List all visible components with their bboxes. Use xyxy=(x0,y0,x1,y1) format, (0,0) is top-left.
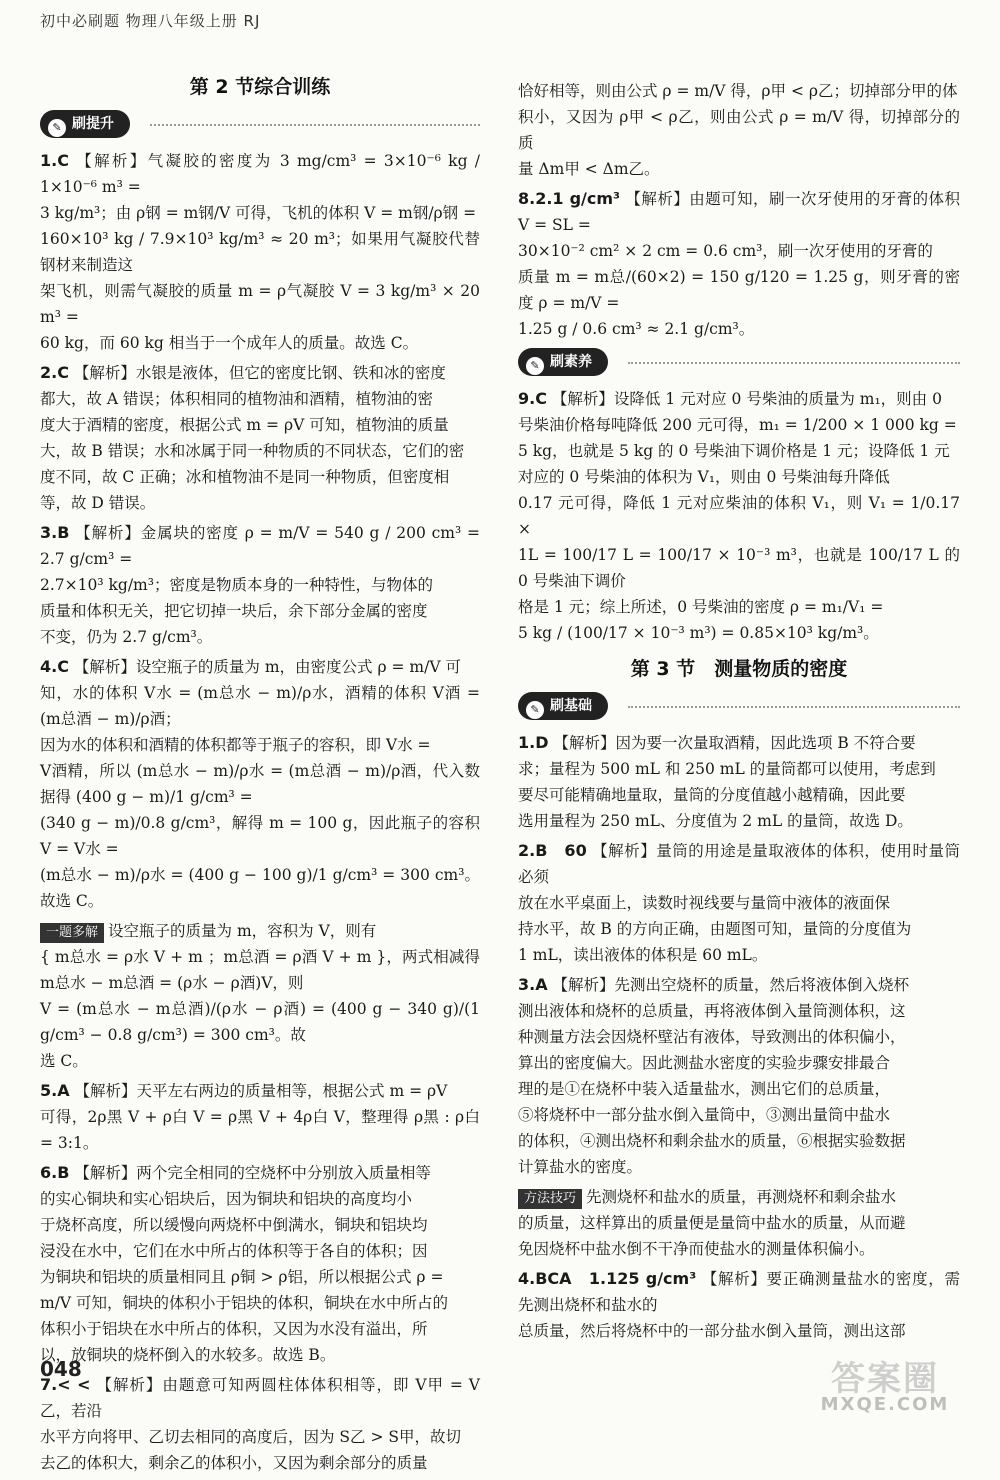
answer-text-line: 1.25 g / 0.6 cm³ ≈ 2.1 g/cm³。 xyxy=(518,320,755,338)
running-header: 初中必刷题 物理八年级上册 RJ xyxy=(40,12,261,30)
answer-text-line: 大，故 B 错误；水和冰属于同一种物质的不同状态，它们的密 xyxy=(40,442,465,460)
answer-text-line: 【解析】由题可知，刷一次牙使用的牙膏的体积 V = SL = xyxy=(518,190,960,234)
answer-text-line: 恰好相等，则由公式 ρ = m/V 得，ρ甲 < ρ乙；切掉部分甲的体 xyxy=(518,82,958,100)
watermark-logo: 答案圈 xyxy=(831,1359,939,1399)
badge-row xyxy=(518,692,960,722)
answer-text-line: 0.17 元可得，降低 1 元对应柴油的体积 V₁，则 V₁ = 1/0.17 × xyxy=(518,494,960,538)
answer-item xyxy=(518,1184,960,1262)
answer-text-line: V酒精，所以 (m总水 − m)/ρ水 = (m总酒 − m)/ρ酒，代入数据得 (400 g − m)/1 g/cm³ = xyxy=(40,762,480,806)
answer-text-line: 浸没在水中，它们在水中所占的体积等于各自的体积；因 xyxy=(40,1242,428,1260)
answer-text-line: m/V 可知，铜块的体积小于铝块的体积，铜块在水中所占的 xyxy=(40,1294,449,1312)
answer-text-line: 【解析】量筒的用途是量取液体的体积，使用时量筒必须 xyxy=(518,842,960,886)
answer-text-line: 免因烧杯中盐水倒不干净而使盐水的测量体积偏小。 xyxy=(518,1240,875,1258)
badge-icon: ✎ xyxy=(526,701,544,719)
answer-text-line: 160×10³ kg / 7.9×10³ kg/m³ ≈ 20 m³；如果用气凝胶代替钢材来制造这 xyxy=(40,230,480,274)
answer-item xyxy=(40,654,480,914)
answer-text-line: 体积小于铝块在水中所占的体积，又因为水没有溢出，所 xyxy=(40,1320,428,1338)
answer-item xyxy=(40,360,480,516)
answer-number: 1.D xyxy=(518,733,549,752)
answer-item xyxy=(40,918,480,1074)
answer-text-line: 为铜块和铝块的质量相同且 ρ铜 > ρ铝，所以根据公式 ρ = xyxy=(40,1268,444,1286)
answer-text-line: 1 mL，读出液体的体积是 60 mL。 xyxy=(518,946,768,964)
answer-text-line: 设空瓶子的质量为 m，容积为 V，则有 xyxy=(108,922,377,940)
answer-text-line: V = (m总水 − m总酒)/(ρ水 − ρ酒) = (400 g − 340 g)/(1 g/cm³ − 0.8 g/cm³) = 300 cm³。故 xyxy=(40,1000,480,1044)
answer-text-line: 选用量程为 250 mL、分度值为 2 mL 的量筒，故选 D。 xyxy=(518,812,913,830)
badge-row xyxy=(40,110,480,140)
answer-text-line: (m总水 − m)/ρ水 = (400 g − 100 g)/1 g/cm³ = 300 cm³。故选 C。 xyxy=(40,866,480,910)
answer-number: 5.A xyxy=(40,1081,70,1100)
answer-text-line: 选 C。 xyxy=(40,1052,88,1070)
answer-number: 3.A xyxy=(518,975,548,994)
badge-row xyxy=(518,348,960,378)
page-number: 048 xyxy=(40,1357,82,1381)
answer-item xyxy=(40,1372,480,1476)
answer-text-line: 号柴油价格每吨降低 200 元可得，m₁ = 1/200 × 1 000 kg = xyxy=(518,416,957,434)
answer-number: 7.< < xyxy=(40,1375,91,1394)
answer-text-line: 持水平，故 B 的方向正确，由题图可知，量筒的分度值为 xyxy=(518,920,912,938)
answer-text-line: 理的是①在烧杯中装入适量盐水，测出它们的总质量， xyxy=(518,1080,891,1098)
answer-text-line: 【解析】金属块的密度 ρ = m/V = 540 g / 200 cm³ = 2.7 g/cm³ = xyxy=(40,524,480,568)
answer-text-line: 去乙的体积大，剩余乙的体积小，又因为剩余部分的质量 xyxy=(40,1454,428,1472)
answer-list xyxy=(518,730,960,1344)
answer-text-line: 先测烧杯和盐水的质量，再测烧杯和剩余盐水 xyxy=(586,1188,897,1206)
answer-text-line: 测出液体和烧杯的总质量，再将液体倒入量筒测体积，这 xyxy=(518,1002,906,1020)
answer-number: 2.C xyxy=(40,363,69,382)
answer-text-line: 【解析】因为要一次量取酒精，因此选项 B 不符合要 xyxy=(553,734,916,752)
answer-number: 6.B xyxy=(40,1163,70,1182)
answer-text-line: 总质量，然后将烧杯中的一部分盐水倒入量筒，测出这部 xyxy=(518,1322,906,1340)
answer-number: 4.BCA 1.125 g/cm³ xyxy=(518,1269,697,1288)
answer-text-line: (340 g − m)/0.8 g/cm³，解得 m = 100 g，因此瓶子的容积 V = V水 = xyxy=(40,814,480,858)
answer-text-line: 放在水平桌面上，读数时视线要与量筒中液体的液面保 xyxy=(518,894,891,912)
answer-text-line: 计算盐水的密度。 xyxy=(518,1158,643,1176)
answer-number: 4.C xyxy=(40,657,69,676)
answer-number: 9.C xyxy=(518,389,547,408)
answer-item xyxy=(518,1266,960,1344)
answer-text-line: 【解析】水银是液体，但它的密度比钢、铁和冰的密度 xyxy=(73,364,446,382)
tip-tag: 一题多解 xyxy=(40,923,104,943)
section-title: 第 3 节 测量物质的密度 xyxy=(630,658,848,680)
answer-text-line: 要尽可能精确地量取，量筒的分度值越小越精确，因此要 xyxy=(518,786,906,804)
watermark-url: MXQE.COM xyxy=(820,1394,950,1415)
answer-text-line: 质量 m = m总/(60×2) = 150 g/120 = 1.25 g，则牙膏的密度 ρ = m/V = xyxy=(518,268,960,312)
answer-text-line: 求；量程为 500 mL 和 250 mL 的量筒都可以使用，考虑到 xyxy=(518,760,936,778)
answer-number: 8.2.1 g/cm³ xyxy=(518,189,621,208)
tip-tag: 方法技巧 xyxy=(518,1189,582,1209)
answer-text-line: ⑤将烧杯中一部分盐水倒入量筒中，③测出量筒中盐水 xyxy=(518,1106,891,1124)
answer-text-line: 积小，又因为 ρ甲 < ρ乙，则由公式 ρ = m/V 得，切掉部分的质 xyxy=(518,108,960,152)
answer-text-line: 【解析】天平左右两边的质量相等，根据公式 m = ρV xyxy=(74,1082,448,1100)
answer-number: 3.B xyxy=(40,523,70,542)
answer-text-line: 【解析】由题意可知两圆柱体体积相等，即 V甲 = V乙，若沿 xyxy=(40,1376,480,1420)
badge-label: 刷基础 xyxy=(550,698,592,714)
answer-text-line: 质量和体积无关，把它切掉一块后，余下部分金属的密度 xyxy=(40,602,428,620)
answer-text-line: 5 kg，也就是 5 kg 的 0 号柴油下调价格是 1 元；设降低 1 元 xyxy=(518,442,950,460)
right-column xyxy=(518,78,960,1348)
answer-item xyxy=(40,1160,480,1368)
dotted-rule xyxy=(628,362,960,364)
answer-list xyxy=(518,78,960,342)
dotted-rule xyxy=(150,124,480,126)
answer-text-line: 5 kg / (100/17 × 10⁻³ m³) = 0.85×10³ kg/m³。 xyxy=(518,624,879,642)
answer-text-line: 都大，故 A 错误；体积相同的植物油和酒精，植物油的密 xyxy=(40,390,434,408)
answer-number: 2.B 60 xyxy=(518,841,587,860)
answer-text-line: 3 kg/m³；由 ρ钢 = m钢/V 可得，飞机的体积 V = m钢/ρ钢 = xyxy=(40,204,477,222)
answer-text-line: 【解析】气凝胶的密度为 3 mg/cm³ = 3×10⁻⁶ kg / 1×10⁻⁶ m³ = xyxy=(40,152,480,196)
answer-text-line: 的体积，④测出烧杯和剩余盐水的质量，⑥根据实验数据 xyxy=(518,1132,906,1150)
answer-text-line: 可得，2ρ黑 V + ρ白 V = ρ黑 V + 4ρ白 V，整理得 ρ黑 : ρ白 = 3:1。 xyxy=(40,1108,480,1152)
answer-item xyxy=(518,838,960,968)
answer-text-line: 【解析】要正确测量盐水的密度，需先测出烧杯和盐水的 xyxy=(518,1270,960,1314)
answer-item xyxy=(518,730,960,834)
answer-text-line: 量 Δm甲 < Δm乙。 xyxy=(518,160,660,178)
answer-text-line: 种测量方法会因烧杯壁沾有液体，导致测出的体积偏小， xyxy=(518,1028,906,1046)
answer-text-line: 【解析】两个完全相同的空烧杯中分别放入质量相等 xyxy=(74,1164,431,1182)
answer-text-line: 60 kg，而 60 kg 相当于一个成年人的质量。故选 C。 xyxy=(40,334,419,352)
answer-text-line: 【解析】设空瓶子的质量为 m，由密度公式 ρ = m/V 可 xyxy=(73,658,461,676)
answer-item xyxy=(518,386,960,646)
answer-text-line: 不变，仍为 2.7 g/cm³。 xyxy=(40,628,213,646)
answer-text-line: 等，故 D 错误。 xyxy=(40,494,156,512)
badge-icon: ✎ xyxy=(48,119,66,137)
answer-item xyxy=(40,520,480,650)
answer-item xyxy=(518,186,960,342)
badge-label: 刷素养 xyxy=(550,354,592,370)
answer-text-line: 架飞机，则需气凝胶的质量 m = ρ气凝胶 V = 3 kg/m³ × 20 m³ = xyxy=(40,282,480,326)
answer-text-line: 格是 1 元；综上所述，0 号柴油的密度 ρ = m₁/V₁ = xyxy=(518,598,884,616)
answer-number: 1.C xyxy=(40,151,69,170)
answer-item xyxy=(40,1078,480,1156)
answer-text-line: 以，放铜块的烧杯倒入的水较多。故选 B。 xyxy=(40,1346,336,1364)
answer-list xyxy=(40,148,480,1476)
answer-text-line: 因为水的体积和酒精的体积都等于瓶子的容积，即 V水 = xyxy=(40,736,431,754)
badge xyxy=(518,348,608,376)
answer-text-line: 的实心铜块和实心铝块后，因为铜块和铝块的高度均小 xyxy=(40,1190,413,1208)
answer-list xyxy=(518,386,960,646)
answer-item xyxy=(518,78,960,182)
badge-label: 刷提升 xyxy=(72,116,114,132)
answer-text-line: { m总水 = ρ水 V + m ；m总酒 = ρ酒 V + m }，两式相减得 m总水 − m总酒 = (ρ水 − ρ酒)V，则 xyxy=(40,948,480,992)
answer-item xyxy=(518,972,960,1180)
left-column xyxy=(40,74,480,1480)
answer-text-line: 【解析】设降低 1 元对应 0 号柴油的质量为 m₁，则由 0 xyxy=(551,390,942,408)
section-title: 第 2 节综合训练 xyxy=(189,76,331,98)
answer-text-line: 算出的密度偏大。因此测盐水密度的实验步骤安排最合 xyxy=(518,1054,891,1072)
answer-text-line: 度大于酒精的密度，根据公式 m = ρV 可知，植物油的质量 xyxy=(40,416,449,434)
badge xyxy=(40,110,130,138)
answer-text-line: 2.7×10³ kg/m³；密度是物质本身的一种特性，与物体的 xyxy=(40,576,433,594)
answer-text-line: 的质量，这样算出的质量便是量筒中盐水的质量，从而避 xyxy=(518,1214,906,1232)
dotted-rule xyxy=(628,706,960,708)
answer-text-line: 度不同，故 C 正确；冰和植物油不是同一种物质，但密度相 xyxy=(40,468,450,486)
answer-text-line: 对应的 0 号柴油的体积为 V₁，则由 0 号柴油每升降低 xyxy=(518,468,890,486)
answer-text-line: 【解析】先测出空烧杯的质量，然后将液体倒入烧杯 xyxy=(552,976,910,994)
badge xyxy=(518,692,608,720)
answer-text-line: 1L = 100/17 L = 100/17 × 10⁻³ m³，也就是 100/17 L 的 0 号柴油下调价 xyxy=(518,546,960,590)
badge-icon: ✎ xyxy=(526,357,544,375)
answer-text-line: 于烧杯高度，所以缓慢向两烧杯中倒满水，铜块和铝块均 xyxy=(40,1216,428,1234)
answer-item xyxy=(40,148,480,356)
watermark xyxy=(800,1359,970,1436)
answer-text-line: 水平方向将甲、乙切去相同的高度后，因为 S乙 > S甲，故切 xyxy=(40,1428,462,1446)
answer-text-line: 30×10⁻² cm² × 2 cm = 0.6 cm³，刷一次牙使用的牙膏的 xyxy=(518,242,933,260)
answer-text-line: 知，水的体积 V水 = (m总水 − m)/ρ水，酒精的体积 V酒 = (m总酒 − m)/ρ酒； xyxy=(40,684,480,728)
